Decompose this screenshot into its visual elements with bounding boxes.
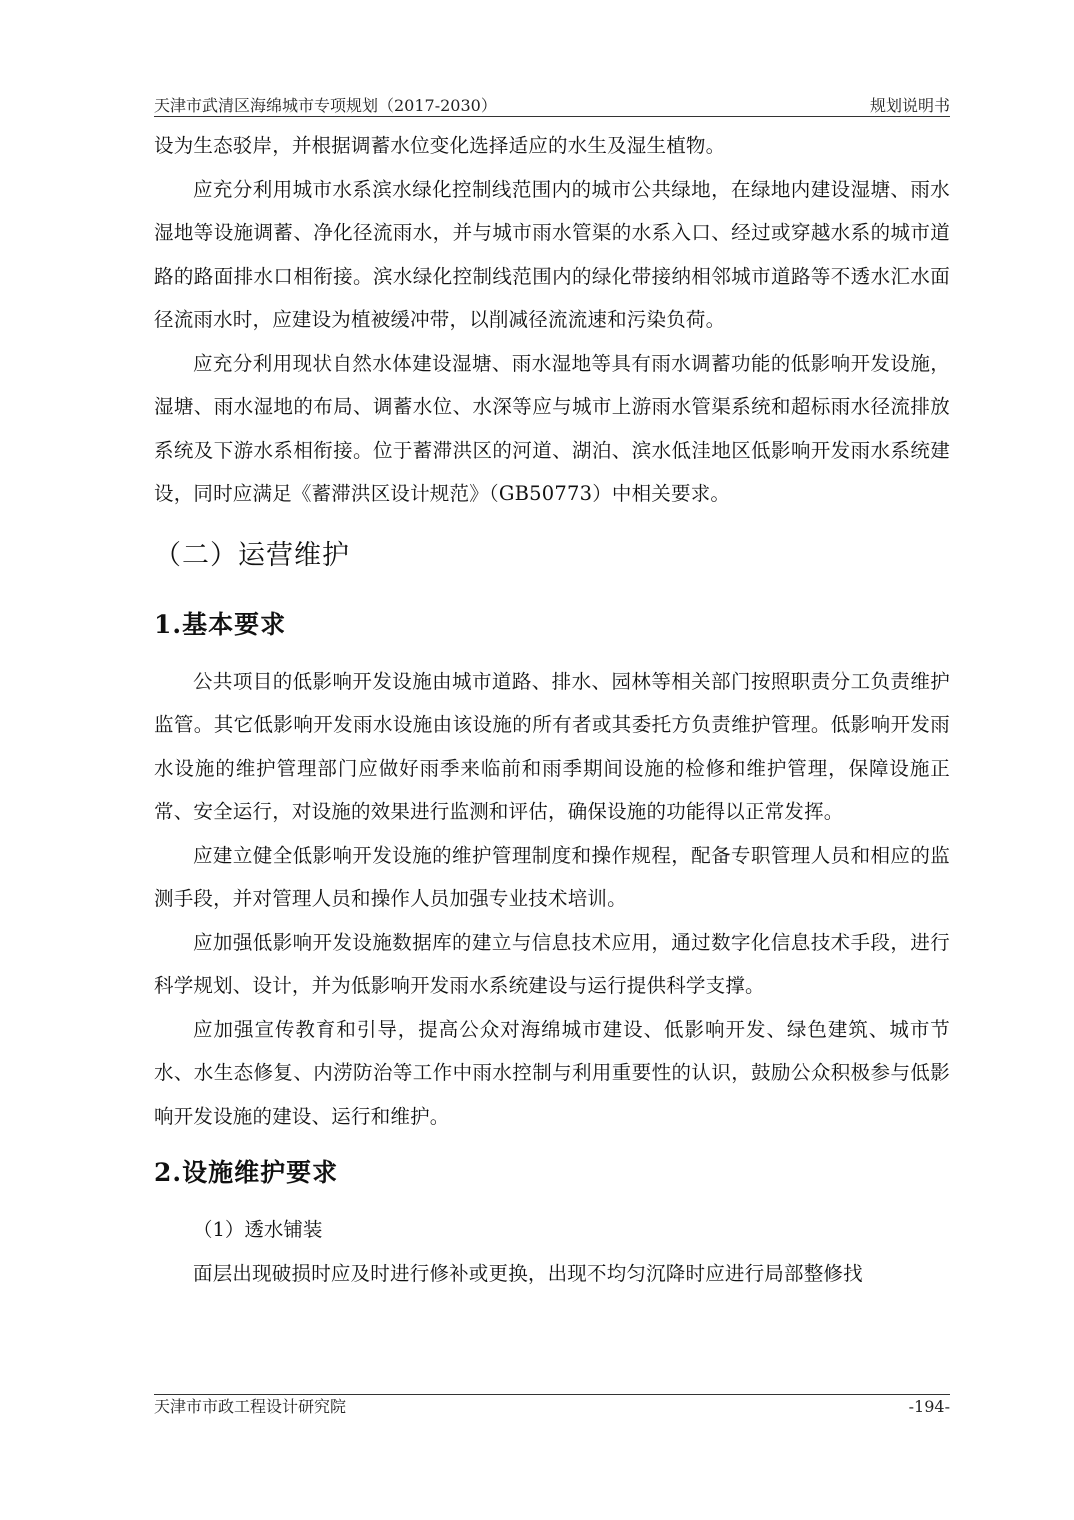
paragraph-waterfront-green: 应充分利用城市水系滨水绿化控制线范围内的城市公共绿地，在绿地内建设湿塘、雨水湿地等设施调蓄、净化径流雨水，并与城市雨水管渠的水系入口、经过或穿越水系的城市道路的路面排水口相衔接。滨水绿化控制线范围内的绿化带接纳相邻城市道路等不透水汇水面径流雨水时，应建设为植被缓冲带，以削减径流流速和污染负荷。 [154,177,950,331]
page-number: -194- [908,1397,950,1416]
header-divider [154,116,950,117]
subsection-heading-basic-requirements: 1.基本要求 [154,609,287,639]
paragraph-maintenance-responsibility: 公共项目的低影响开发设施由城市道路、排水、园林等相关部门按照职责分工负责维护监管。其它低影响开发雨水设施由该设施的所有者或其委托方负责维护管理。低影响开发雨水设施的维护管理部门应做好雨季来临前和雨季期间设施的检修和维护管理，保障设施正常、安全运行，对设施的效果进行监测和评估，确保设施的功能得以正常发挥。 [154,669,950,823]
header-document-title: 天津市武清区海绵城市专项规划（2017-2030） [154,96,497,115]
paragraph-continued: 设为生态驳岸，并根据调蓄水位变化选择适应的水生及湿生植物。 [154,134,726,157]
footer-institute: 天津市市政工程设计研究院 [154,1397,347,1416]
list-item-permeable-pavement: （1）透水铺装 [193,1218,323,1241]
footer-divider [154,1394,950,1395]
paragraph-natural-water: 应充分利用现状自然水体建设湿塘、雨水湿地等具有雨水调蓄功能的低影响开发设施，湿塘、雨水湿地的布局、调蓄水位、水深等应与城市上游雨水管渠系统和超标雨水径流排放系统及下游水系相衔接。位于蓄滞洪区的河道、湖泊、滨水低洼地区低影响开发雨水系统建设，同时应满足《蓄滞洪区设计规范》（GB50773）中相关要求。 [154,351,950,505]
paragraph-pavement-repair: 面层出现破损时应及时进行修补或更换，出现不均匀沉降时应进行局部整修找 [193,1261,863,1285]
paragraph-database: 应加强低影响开发设施数据库的建立与信息技术应用，通过数字化信息技术手段，进行科学规划、设计，并为低影响开发雨水系统建设与运行提供科学支撑。 [154,930,950,997]
page-body [154,124,950,1295]
subsection-heading-facility-maintenance: 2.设施维护要求 [154,1158,339,1187]
section-heading-operation: （二）运营维护 [154,539,350,571]
paragraph-public-education: 应加强宣传教育和引导，提高公众对海绵城市建设、低影响开发、绿色建筑、城市节水、水生态修复、内涝防治等工作中雨水控制与利用重要性的认识，鼓励公众积极参与低影响开发设施的建设、运行和维护。 [154,1017,950,1128]
paragraph-management-system: 应建立健全低影响开发设施的维护管理制度和操作规程，配备专职管理人员和相应的监测手段，并对管理人员和操作人员加强专业技术培训。 [154,843,950,910]
page-header [154,90,950,116]
page-footer [154,1397,950,1419]
header-section-label: 规划说明书 [869,96,950,115]
